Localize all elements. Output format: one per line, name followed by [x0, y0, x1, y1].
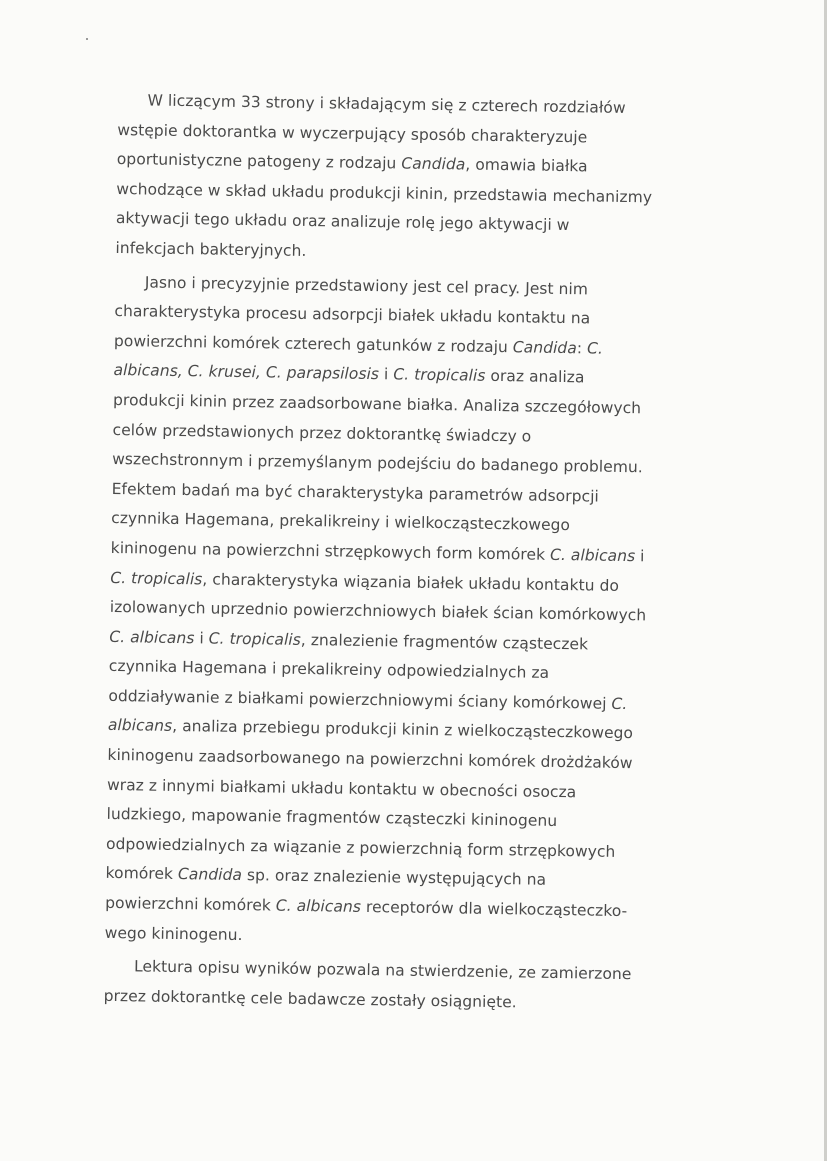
italic-term: Candida [177, 865, 243, 885]
paragraph [104, 268, 705, 958]
text-segment: , charakterystyka wiązania białek układu kontaktu do [202, 569, 620, 595]
text-segment: powierzchni komórek [105, 893, 277, 915]
text-segment: wego kininogenu. [104, 923, 243, 944]
text-segment: czynnika Hagemana, prekalikreiny i wielkocząsteczkowego [111, 509, 571, 535]
text-segment: i [194, 628, 209, 648]
text-segment: kininogenu zaadsorbowanego na powierzchni komórek drożdżaków [107, 745, 633, 773]
italic-term: C. albicans [549, 545, 636, 566]
text-segment: , znalezienie fragmentów cząsteczek [300, 630, 589, 654]
text-segment: wchodzące w skład układu produkcji kinin, przedstawia mechanizmy [116, 179, 653, 207]
italic-term: C. [611, 694, 628, 713]
italic-term: albicans, C. krusei, C. parapsilosis [113, 361, 380, 384]
text-segment: celów przedstawionych przez doktorantkę świadczy o [112, 420, 532, 446]
italic-term: C. tropicalis [393, 365, 486, 386]
text-segment: receptorów dla wielkocząsteczko- [360, 897, 628, 921]
text-segment: , analiza przebiegu produkcji kinin z wielkocząsteczkowego [172, 717, 634, 743]
text-segment: izolowanych uprzednio powierzchniowych białek ścian komórkowych [109, 598, 647, 625]
italic-term: C. albicans [275, 896, 362, 916]
text-segment: oportunistyczne patogeny z rodzaju [116, 150, 402, 173]
text-segment: oddziaływanie z białkami powierzchniowymi ściany komórkowej [108, 686, 612, 713]
text-segment: powierzchni komórek czterech gatunków z rodzaju [113, 331, 513, 356]
italic-term: C. albicans [109, 627, 195, 647]
text-segment: kininogenu na powierzchni strzępkowych form komórek [110, 538, 551, 564]
text-segment: przez doktorantkę cele badawcze zostały osiągnięte. [103, 986, 517, 1012]
paragraph [103, 952, 694, 1020]
text-segment: infekcjach bakteryjnych. [115, 238, 307, 260]
text-segment: : [576, 338, 588, 358]
text-segment: odpowiedzialnych za wiązanie z powierzchnią form strzępkowych [105, 834, 616, 861]
text-segment: aktywacji tego układu oraz analizuje rolę jego aktywacji w [115, 209, 570, 235]
text-segment: , omawia białka [465, 155, 588, 176]
text-segment: Lektura opisu wyników pozwala na stwierdzenie, ze zamierzone [104, 957, 632, 984]
text-segment: produkcji kinin przez zaadsorbowane białka. Analiza szczegółowych [112, 390, 642, 418]
italic-term: Candida [401, 154, 466, 174]
italic-term: C. tropicalis [208, 629, 302, 649]
text-segment: ludzkiego, mapowanie fragmentów cząsteczki kininogenu [106, 805, 558, 831]
review-text [103, 86, 707, 1021]
text-segment: W liczącym 33 strony i składającym się z czterech rozdziałów [117, 90, 626, 117]
scan-speck [86, 38, 88, 40]
italic-term: C. [586, 339, 604, 358]
italic-term: Candida [512, 337, 577, 357]
text-segment: charakterystyka procesu adsorpcji białek układu kontaktu na [114, 302, 591, 328]
text-segment: Jasno i precyzyjnie przedstawiony jest cel pracy. Jest nim [114, 272, 589, 298]
paragraph [115, 86, 708, 273]
text-segment: komórek [105, 864, 179, 884]
text-segment: sp. oraz znalezienie występujących na [241, 866, 547, 890]
text-segment: czynnika Hagemana i prekalikreiny odpowiedzialnych za [108, 657, 550, 683]
text-segment: wstępie doktorantka w wyczerpujący sposób charakteryzuje [117, 120, 588, 146]
text-segment: oraz analiza [485, 367, 585, 387]
italic-term: C. tropicalis [110, 568, 203, 588]
text-segment: wszechstronnym i przemyślanym podejściu do badanego problemu. [111, 450, 643, 477]
text-segment: Efektem badań ma być charakterystyka parametrów adsorpcji [111, 479, 600, 506]
text-segment: wraz z innymi białkami układu kontaktu w obecności osocza [106, 775, 577, 801]
text-segment: i [378, 365, 394, 384]
italic-term: albicans [107, 716, 173, 736]
text-segment: i [635, 547, 645, 566]
